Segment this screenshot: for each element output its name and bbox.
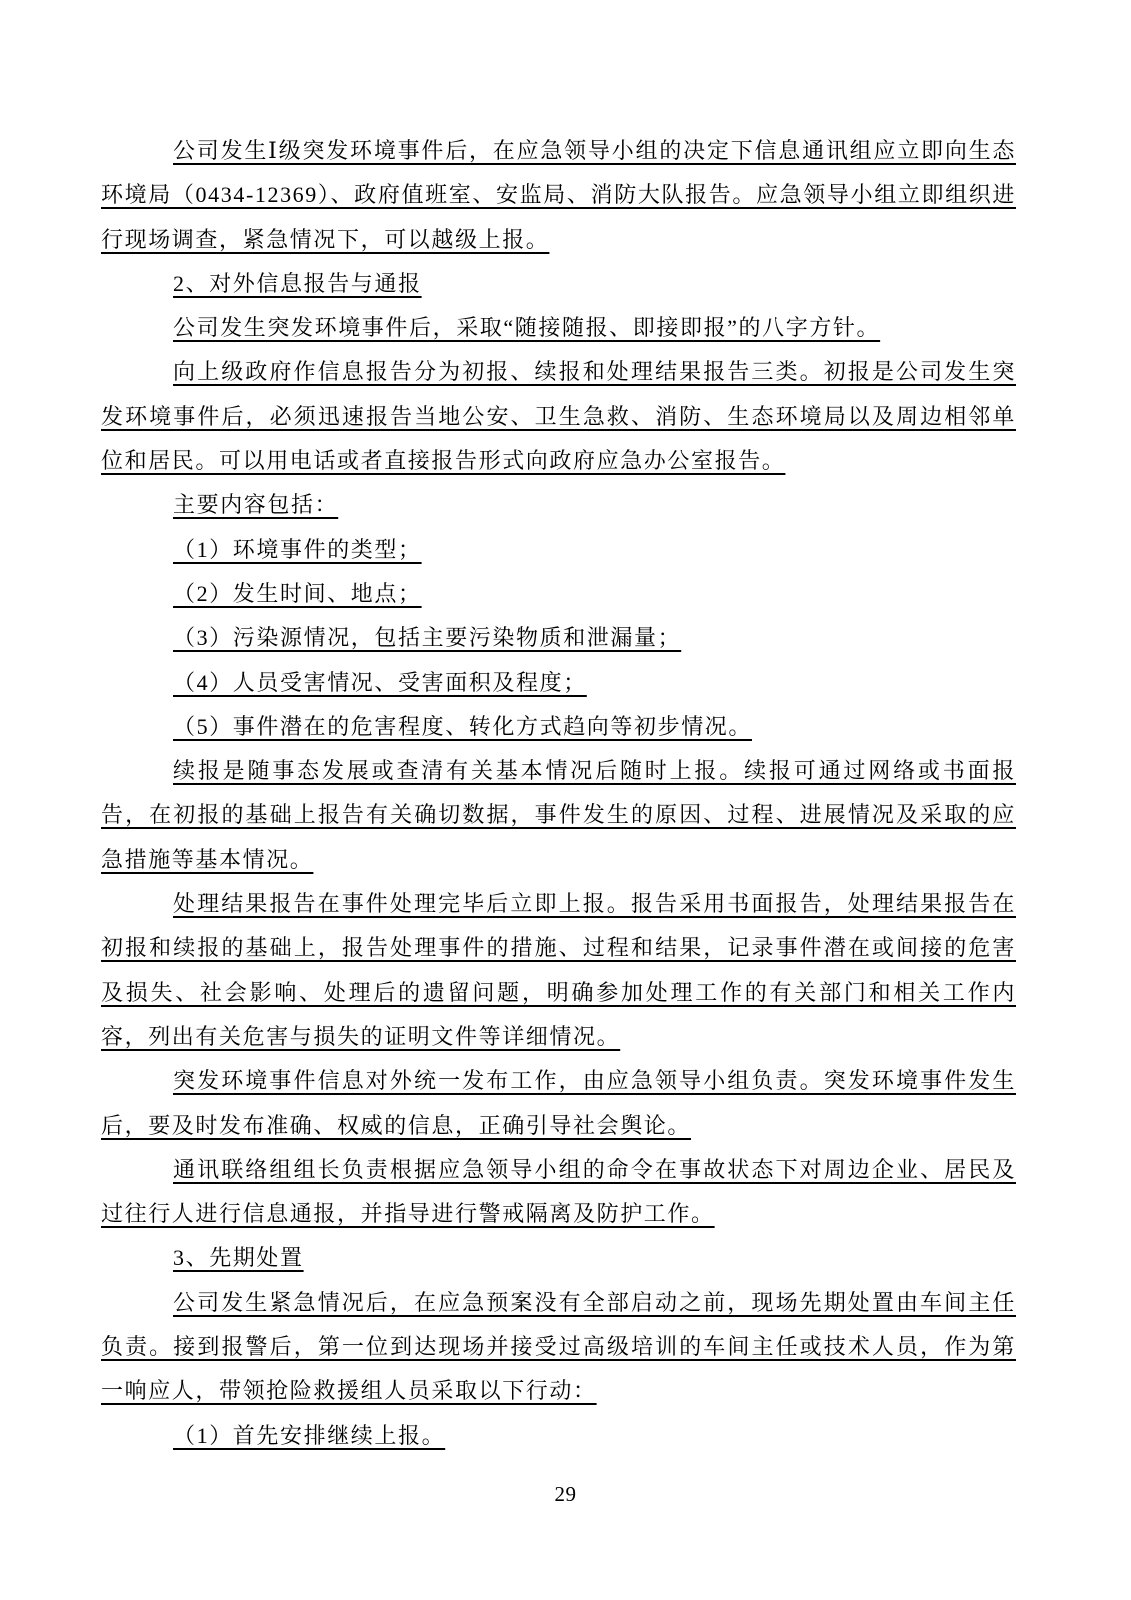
paragraph-result-report: 处理结果报告在事件处理完毕后立即上报。报告采用书面报告，处理结果报告在初报和续报的基础上，报告处理事件的措施、过程和结果，记录事件潜在或间接的危害及损失、社会影响、处理后的遗留问题，明确参加处理工作的有关部门和相关工作内容，列出有关危害与损失的证明文件等详细情况。 xyxy=(101,891,1016,1049)
list-item-2-time-place: （2）发生时间、地点； xyxy=(173,580,422,606)
paragraph-communication-group-duty: 通讯联络组组长负责根据应急领导小组的命令在事故状态下对周边企业、居民及过往行人进行信息通报，并指导进行警戒隔离及防护工作。 xyxy=(101,1156,1016,1227)
document-body xyxy=(101,129,1016,1458)
paragraph-report-three-types: 向上级政府作信息报告分为初报、续报和处理结果报告三类。初报是公司发生突发环境事件后，必须迅速报告当地公安、卫生急救、消防、生态环境局以及周边相邻单位和居民。可以用电话或者直接报告形式向政府应急办公室报告。 xyxy=(101,359,1016,474)
page-number: 29 xyxy=(554,1482,577,1506)
heading-external-info-report: 2、对外信息报告与通报 xyxy=(173,270,422,296)
paragraph-main-content-lead: 主要内容包括： xyxy=(173,492,339,518)
list-item-1-continue-reporting: （1）首先安排继续上报。 xyxy=(173,1422,446,1448)
paragraph-continuation-report: 续报是随事态发展或查清有关基本情况后随时上报。续报可通过网络或书面报告，在初报的基础上报告有关确切数据，事件发生的原因、过程、进展情况及采取的应急措施等基本情况。 xyxy=(101,758,1016,872)
list-item-4-casualties-extent: （4）人员受害情况、受害面积及程度； xyxy=(173,669,587,695)
list-item-1-event-type: （1）环境事件的类型； xyxy=(173,536,422,562)
heading-initial-disposal: 3、先期处置 xyxy=(173,1245,304,1271)
paragraph-eight-char-policy: 公司发生突发环境事件后，采取“随接随报、即接即报”的八字方针。 xyxy=(173,315,881,341)
paragraph-initial-disposal-detail: 公司发生紧急情况后，在应急预案没有全部启动之前，现场先期处置由车间主任负责。接到报警后，第一位到达现场并接受过高级培训的车间主任或技术人员，作为第一响应人，带领抢险救援组人员采取以下行动： xyxy=(101,1289,1016,1404)
paragraph-level1-incident-reporting: 公司发生Ⅰ级突发环境事件后，在应急领导小组的决定下信息通讯组应立即向生态环境局（0434-12369）、政府值班室、安监局、消防大队报告。应急领导小组立即组织进行现场调查，紧急情况下，可以越级上报。 xyxy=(101,138,1016,252)
list-item-3-pollution-source: （3）污染源情况，包括主要污染物质和泄漏量； xyxy=(173,625,682,651)
list-item-5-potential-harm: （5）事件潜在的危害程度、转化方式趋向等初步情况。 xyxy=(173,713,753,739)
paragraph-unified-info-release: 突发环境事件信息对外统一发布工作，由应急领导小组负责。突发环境事件发生后，要及时发布准确、权威的信息，正确引导社会舆论。 xyxy=(101,1068,1016,1138)
